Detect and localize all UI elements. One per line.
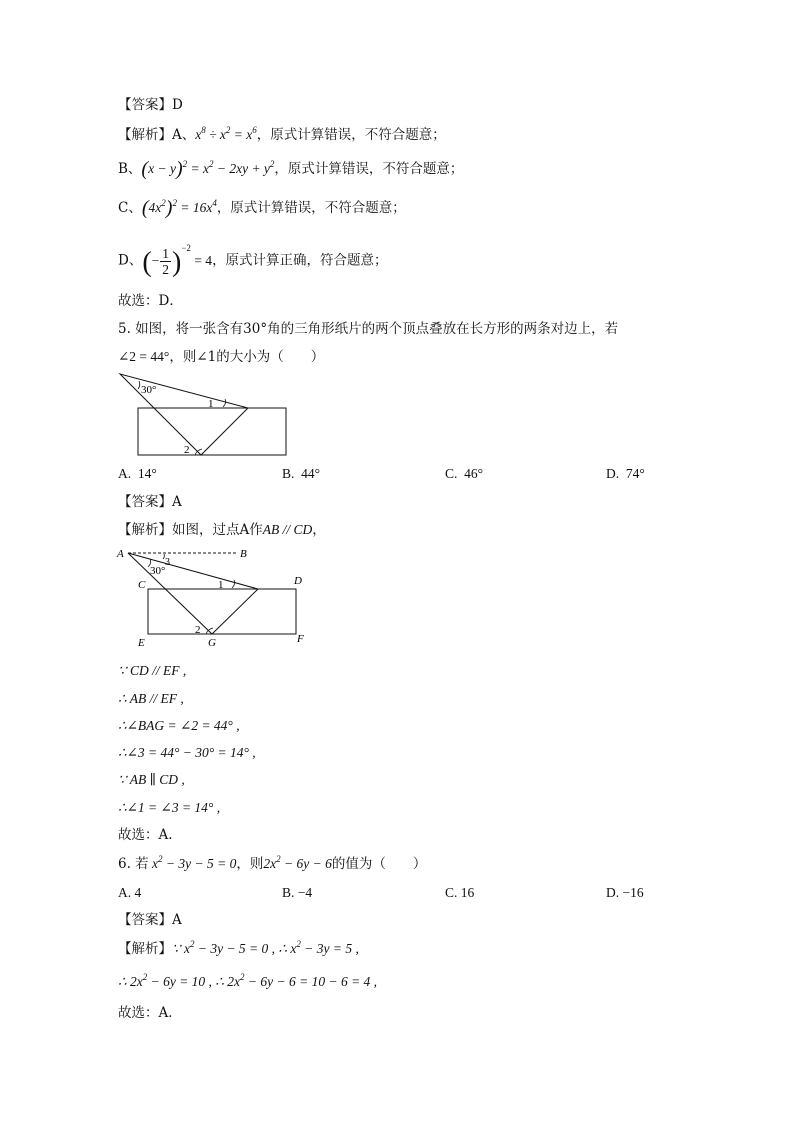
q5-stem-line2: ∠2 = 44°，则∠1的大小为（ ）: [118, 349, 325, 365]
q5-step-2: ∴ AB // EF ,: [118, 691, 184, 706]
q4-conclusion: 故选：D．: [118, 293, 183, 309]
q6-equation: $x^2 - 3y - 5 = 0$: [148, 854, 237, 871]
q5-stem-line1: 5. 如图，将一张含有30°角的三角形纸片的两个顶点叠放在长方形的两条对边上，若: [118, 321, 619, 337]
q6-analysis-2: ∴ $2x^2 - 6y = 10$ , ∴ $2x^2 - 6y - 6 = 10 - 6 = 4$ ,: [118, 972, 378, 989]
q5-step-1: ∵ CD // EF ,: [118, 663, 187, 678]
q5-figure: [110, 368, 300, 460]
svg-text:D: D: [294, 575, 302, 587]
q6-expression: $2x^2 - 6y - 6$: [263, 854, 332, 871]
q4-analysis-d: D、(− $\frac{1}{2}$ )$^{-2}$ = 4，原式计算正确，符合题意；: [118, 242, 388, 278]
q6-option-d[interactable]: D. −16: [606, 885, 644, 900]
formula-b: $(x - y)^2 = x^2 - 2xy + y^2$: [141, 158, 275, 180]
q5-option-d[interactable]: D. 74°: [606, 466, 645, 481]
q6-conclusion: 故选：A．: [118, 1005, 182, 1021]
q5-analysis-figure: [114, 544, 314, 650]
svg-text:F: F: [297, 633, 304, 645]
q6-stem: 6. 若 $x^2 - 3y - 5 = 0$，则$2x^2 - 6y - 6$的值为（ ）: [118, 854, 427, 872]
rectangle: [148, 589, 296, 634]
svg-text:A: A: [117, 548, 124, 560]
q6-option-a[interactable]: A. 4: [118, 885, 142, 900]
q6-option-b[interactable]: B. −4: [282, 885, 313, 900]
q4-analysis-c: C、$(4x^2)^2 = 16x^4$，原式计算错误，不符合题意；: [118, 197, 406, 219]
q4-analysis-a: 【解析】A、$x^8 \div x^2 = x^6$，原式计算错误，不符合题意；: [118, 125, 446, 143]
label-angle-2: 2: [184, 444, 190, 456]
label-angle-1: 1: [208, 398, 214, 410]
label-angle-2: 2: [195, 624, 201, 636]
svg-text:C: C: [138, 579, 146, 591]
q5-analysis-intro: 【解析】如图，过点A作AB // CD，: [118, 522, 326, 538]
analysis-label: 【解析】: [118, 127, 172, 143]
q5-option-c[interactable]: C. 46°: [445, 466, 484, 481]
q6-analysis-1: 【解析】∵ $x^2 - 3y - 5 = 0$ , ∴ $x^2 - 3y = 5$ ,: [118, 939, 359, 957]
q4-answer: 【答案】D: [118, 97, 183, 113]
given-angle: ∠2 = 44°: [118, 349, 170, 364]
label-angle-1: 1: [218, 579, 224, 591]
label-30: 30°: [141, 384, 157, 396]
q6-option-c[interactable]: C. 16: [445, 885, 475, 900]
formula-a: $x^8 \div x^2 = x^6$: [195, 125, 257, 142]
q5-conclusion: 故选：A.: [118, 827, 173, 843]
q5-step-4: ∴∠3 = 44° − 30° = 14° ,: [118, 745, 256, 760]
q4-analysis-b: B、$(x - y)^2 = x^2 - 2xy + y^2$，原式计算错误，不符合题意；: [118, 158, 464, 180]
q5-option-b[interactable]: B. 44°: [282, 466, 321, 481]
label-30: 30°: [150, 565, 166, 577]
q5-step-5: ∵ AB ∥ CD ,: [118, 772, 185, 787]
rectangle: [138, 408, 286, 455]
q5-step-3: ∴∠BAG = ∠2 = 44° ,: [118, 718, 240, 733]
q5-step-6: ∴∠1 = ∠3 = 14° ,: [118, 800, 221, 815]
svg-text:B: B: [240, 548, 247, 560]
svg-text:G: G: [208, 637, 216, 649]
q6-answer: 【答案】A: [118, 912, 182, 928]
svg-text:E: E: [138, 637, 145, 649]
label-angle-3: 3: [165, 557, 170, 568]
q5-option-a[interactable]: A. 14°: [118, 466, 157, 481]
q5-answer: 【答案】A: [118, 494, 182, 510]
formula-c: $(4x^2)^2 = 16x^4$: [141, 197, 217, 219]
formula-d: (− $\frac{1}{2}$ )$^{-2}$ = 4: [142, 242, 213, 278]
